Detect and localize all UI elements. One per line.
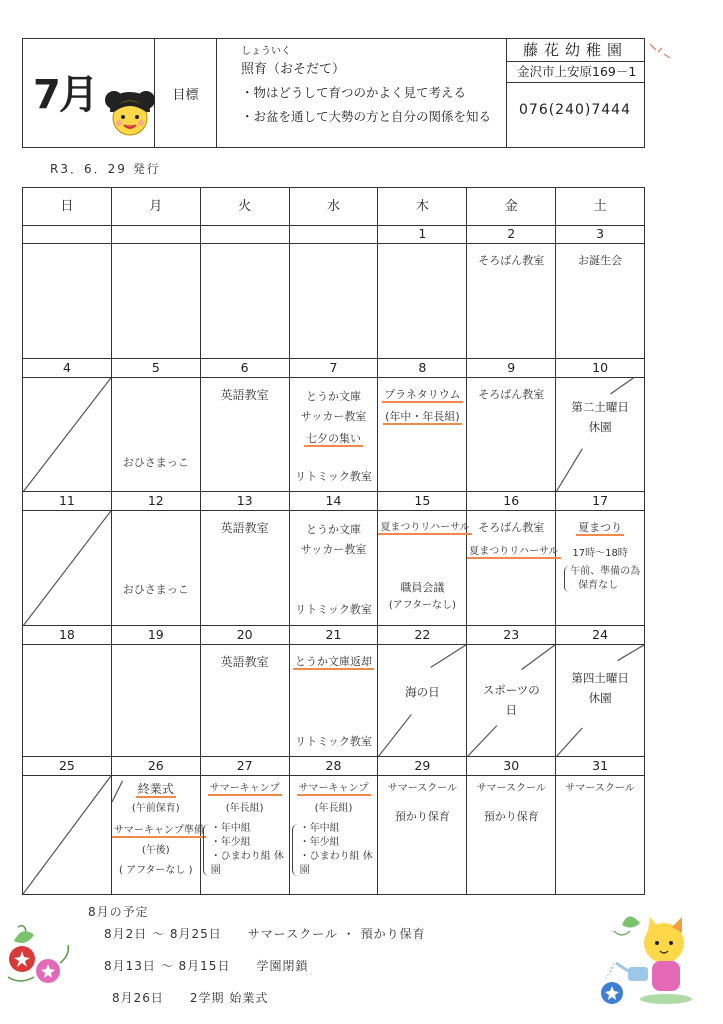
event-text: リトミック教室 (295, 603, 372, 616)
event-text: 第四土曜日 (571, 671, 629, 685)
day-cell (112, 244, 201, 359)
day-cell (378, 645, 467, 757)
day-cell (378, 776, 467, 894)
date-number: 26 (112, 757, 201, 775)
goal-line-2: ・お盆を通して大勢の方と自分の関係を知る (241, 109, 492, 124)
event-text: サマーキャンプ (298, 783, 369, 794)
event-row (23, 776, 644, 894)
day-cell (290, 378, 379, 492)
week-row-4 (23, 626, 644, 757)
list-item: ・年中組 (299, 823, 340, 834)
event-text: (年長組) (225, 803, 264, 814)
list-item: ・年少組 (299, 837, 340, 848)
day-cell (290, 776, 379, 894)
date-number (23, 225, 112, 243)
event-text: サッカー教室 (300, 410, 367, 423)
date-number-row (23, 359, 644, 378)
event-text-underlined (290, 655, 378, 669)
list-item: ・ひまわり組 休園 (299, 851, 373, 876)
weekday-sun: 日 (23, 188, 112, 225)
date-number: 10 (592, 360, 609, 375)
day-cell (201, 511, 290, 626)
event-row (23, 645, 644, 757)
day-cell (112, 776, 204, 894)
day-cell (201, 776, 290, 894)
date-number (201, 225, 290, 243)
event-text: プラネタリウム (384, 388, 461, 401)
event-text: とうか文庫 (306, 523, 361, 536)
event-text-underlined (112, 824, 204, 838)
school-tel: 076(240)7444 (519, 102, 631, 118)
august-schedule-line-1: 8月2日 〜 8月25日 サマースクール ・ 預かり保育 (104, 927, 426, 941)
date-number: 13 (201, 492, 290, 510)
day-cell (23, 776, 112, 894)
week-row-2 (23, 359, 644, 492)
date-number: 3 (596, 226, 605, 241)
event-row (23, 244, 644, 359)
date-number: 7 (290, 359, 379, 377)
day-cell (556, 776, 644, 894)
event-text-underlined (378, 521, 470, 535)
footer-schedule (0, 895, 723, 1024)
date-number: 29 (378, 757, 467, 775)
crossed-out-slash (23, 776, 111, 894)
day-cell (467, 645, 556, 757)
event-text-underlined (378, 388, 466, 402)
event-text: 終業式 (137, 782, 174, 796)
event-text: サマーキャンプ (209, 783, 280, 794)
day-cell (201, 244, 290, 359)
date-number: 1 (378, 225, 467, 243)
event-text: 預かり保育 (483, 810, 539, 823)
event-text: 職員会議 (400, 581, 445, 594)
date-number: 4 (23, 359, 112, 377)
event-text: サマースクール (476, 783, 546, 794)
goal-ruby: しょういく (241, 46, 291, 57)
event-text: 午前、準備の為 (570, 566, 641, 577)
day-cell (290, 244, 379, 359)
date-number: 19 (112, 626, 201, 644)
date-number: 11 (23, 492, 112, 510)
date-number: 24 (592, 627, 609, 642)
school-address: 金沢市上安原169－1 (507, 62, 644, 83)
day-cell (467, 511, 559, 626)
event-text: サマースクール (387, 783, 458, 794)
day-cell (290, 511, 379, 626)
month-title: 7月 (33, 72, 97, 118)
weekday-wed: 水 (290, 188, 379, 225)
event-text: 海の日 (405, 685, 440, 699)
event-text: 休園 (588, 691, 612, 705)
week-row-1 (23, 225, 644, 359)
date-number: 6 (201, 359, 290, 377)
day-cell (201, 378, 290, 492)
date-number (112, 225, 201, 243)
girl-face-illustration (102, 86, 158, 142)
event-text: サッカー教室 (300, 543, 367, 556)
event-text: そろばん教室 (478, 254, 545, 267)
date-number: 5 (112, 359, 201, 377)
date-number: 17 (592, 493, 609, 508)
day-cell (290, 645, 379, 757)
event-row (23, 511, 644, 626)
date-number: 8 (378, 359, 467, 377)
day-cell (23, 244, 112, 359)
list-item: ・ひまわり組 休園 (210, 851, 284, 876)
event-text: (年中・年長組) (385, 410, 460, 423)
event-text: (午後) (141, 845, 170, 856)
date-number: 23 (467, 626, 556, 644)
day-cell (467, 244, 556, 359)
date-number-row (23, 626, 644, 645)
day-cell (556, 645, 644, 757)
list-item: ・年少組 (210, 837, 251, 848)
event-text: リトミック教室 (295, 470, 372, 483)
event-text: 夏まつりリハーサル (380, 522, 470, 533)
date-number: 27 (201, 757, 290, 775)
date-number-row (23, 492, 644, 511)
date-number: 2 (467, 225, 556, 243)
date-number-row (23, 757, 644, 776)
event-text-underlined (556, 521, 644, 535)
calendar-grid (22, 187, 645, 895)
day-cell (556, 511, 644, 626)
crossed-out-slash (23, 511, 111, 626)
day-cell (112, 645, 201, 757)
school-name: 藤花幼稚園 (507, 39, 644, 62)
day-cell (378, 511, 470, 626)
crossed-out-slash (467, 645, 555, 757)
weekday-header-row (23, 188, 644, 226)
date-number: 25 (23, 757, 112, 775)
date-number: 16 (467, 492, 556, 510)
event-text: 休園 (588, 420, 612, 434)
event-text-underlined (378, 410, 466, 424)
day-cell (556, 378, 644, 492)
event-text-underlined (290, 432, 378, 446)
crossed-out-slash (378, 645, 466, 757)
day-cell (23, 511, 112, 626)
week-row-5 (23, 757, 644, 894)
date-number: 14 (290, 492, 379, 510)
weekday-sat: 土 (593, 199, 607, 214)
event-text: (午前保育) (131, 803, 180, 814)
weekday-mon: 月 (112, 188, 201, 225)
issued-date: R3．6．29 発行 (50, 162, 161, 176)
event-text: (年長組) (314, 803, 353, 814)
event-text: 英語教室 (220, 388, 269, 402)
event-text: とうか文庫返却 (295, 655, 372, 668)
weekday-tue: 火 (201, 188, 290, 225)
event-row (23, 378, 644, 492)
crossed-out-slash (556, 378, 644, 492)
date-number: 9 (467, 359, 556, 377)
event-text: 預かり保育 (394, 810, 450, 823)
event-text: (アフターなし) (388, 600, 456, 611)
weekday-thu: 木 (378, 188, 467, 225)
date-number: 31 (592, 758, 609, 773)
day-cell (378, 244, 467, 359)
event-text: サマーキャンプ準備 (113, 825, 204, 836)
event-text: 第二土曜日 (571, 400, 629, 414)
event-text-underlined (290, 782, 378, 796)
event-text: 夏まつり (578, 521, 623, 534)
event-text: とうか文庫 (306, 390, 361, 403)
day-cell (112, 378, 201, 492)
event-text: 日 (505, 703, 517, 717)
goal-title: 照育（おそだて） (241, 62, 346, 77)
week-row-3 (23, 492, 644, 626)
day-cell (378, 378, 467, 492)
event-bracket-note (564, 565, 640, 593)
date-number: 20 (201, 626, 290, 644)
date-number: 15 (378, 492, 467, 510)
weekday-fri: 金 (467, 188, 556, 225)
event-text: 七夕の集い (306, 432, 361, 445)
goal-box (217, 39, 507, 147)
date-number (290, 225, 379, 243)
day-cell (23, 378, 112, 492)
day-cell (556, 244, 644, 359)
event-text: お誕生会 (578, 254, 623, 267)
event-text: サマースクール (565, 783, 635, 794)
event-text: ( アフターなし ) (119, 865, 193, 876)
event-text-underlined (201, 782, 289, 796)
morning-glory-icon (4, 921, 74, 991)
school-box (507, 39, 644, 147)
date-number: 12 (112, 492, 201, 510)
event-text: リトミック教室 (295, 735, 372, 748)
crossed-out-slash (23, 378, 111, 492)
event-text: 英語教室 (220, 521, 269, 535)
august-schedule-line-3: 8月26日 2学期 始業式 (112, 991, 269, 1005)
date-number: 28 (290, 757, 379, 775)
cat-watering-illustration (592, 909, 702, 1009)
date-number: 21 (290, 626, 379, 644)
event-text: スポーツの (482, 683, 540, 697)
day-cell (467, 378, 556, 492)
event-text: 英語教室 (220, 655, 269, 669)
list-item: ・年中組 (210, 823, 251, 834)
event-text: おひさまっこ (122, 583, 189, 596)
event-text: そろばん教室 (478, 521, 545, 534)
event-text: 夏まつりリハーサル (469, 546, 559, 557)
event-text: 17時～18時 (572, 548, 628, 559)
event-text-underlined (467, 545, 559, 559)
august-schedule-title: 8月の予定 (88, 905, 149, 919)
event-text: 保育なし (578, 580, 619, 591)
goal-label: 目標 (155, 39, 217, 147)
goal-line-1: ・物はどうして育つのかよく見て考える (241, 85, 467, 100)
event-text: そろばん教室 (478, 388, 545, 401)
day-cell (23, 645, 112, 757)
day-cell (467, 776, 556, 894)
date-number-row (23, 225, 644, 244)
day-cell (201, 645, 290, 757)
closed-classes-list (294, 822, 378, 878)
event-text-underlined (112, 782, 200, 796)
day-cell (112, 511, 201, 626)
corner-doodle-icon (648, 40, 672, 60)
august-schedule-line-2: 8月13日 〜 8月15日 学園閉鎖 (104, 959, 309, 973)
closed-classes-list (205, 822, 289, 878)
event-text: おひさまっこ (122, 456, 189, 469)
date-number: 22 (378, 626, 467, 644)
date-number: 30 (467, 757, 556, 775)
date-number: 18 (23, 626, 112, 644)
